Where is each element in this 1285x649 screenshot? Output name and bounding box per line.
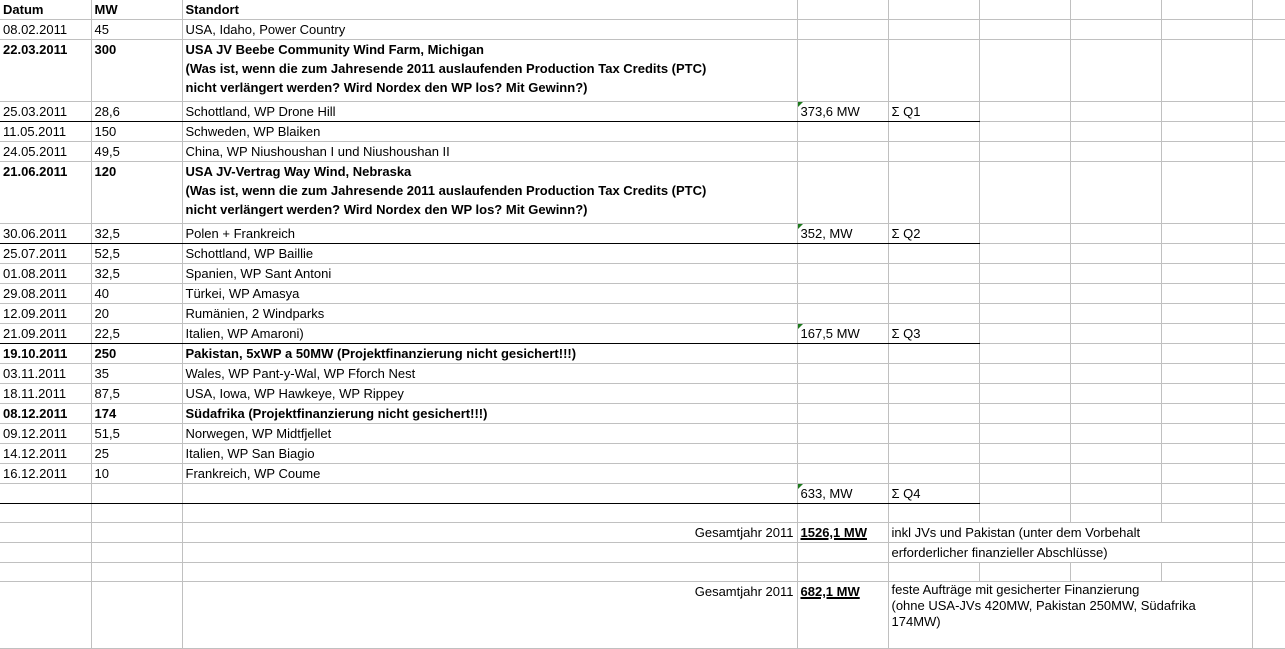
table-row <box>0 424 1285 444</box>
cell[interactable] <box>1161 244 1252 264</box>
empty-row <box>0 504 1285 523</box>
header-date[interactable]: Datum <box>0 0 91 20</box>
cell[interactable] <box>1252 504 1285 523</box>
date-cell[interactable]: 29.08.2011 <box>0 284 91 304</box>
mw-cell[interactable]: 32,5 <box>91 264 182 284</box>
mw-cell[interactable]: 51,5 <box>91 424 182 444</box>
cell[interactable] <box>797 162 888 224</box>
table-row <box>0 224 1285 244</box>
quarter-sum-cell[interactable] <box>797 102 888 122</box>
comment-indicator-icon <box>798 484 803 489</box>
cell[interactable] <box>888 162 979 224</box>
site-line: Wales, WP Pant-y-Wal, WP Fforch Nest <box>185 366 416 381</box>
total-note-line: 174MW) <box>891 614 941 629</box>
cell[interactable] <box>1252 122 1285 142</box>
cell[interactable] <box>979 504 1070 523</box>
cell[interactable] <box>1252 464 1285 484</box>
cell[interactable] <box>1070 424 1161 444</box>
cell[interactable] <box>1070 324 1161 344</box>
cell[interactable] <box>1070 102 1161 122</box>
cell[interactable] <box>888 304 979 324</box>
table-row <box>0 484 1285 504</box>
date-cell[interactable]: 22.03.2011 <box>0 40 91 102</box>
table-row <box>0 102 1285 122</box>
cell[interactable] <box>797 244 888 264</box>
cell[interactable] <box>797 142 888 162</box>
cell[interactable] <box>888 0 979 20</box>
cell[interactable] <box>979 384 1070 404</box>
cell[interactable] <box>888 40 979 102</box>
cell[interactable] <box>979 264 1070 284</box>
cell[interactable] <box>1070 563 1161 582</box>
total-value: 1526,1 MW <box>800 525 867 540</box>
date-cell[interactable]: 19.10.2011 <box>0 344 91 364</box>
quarter-sum: 352, MW <box>800 226 853 241</box>
cell[interactable] <box>888 464 979 484</box>
site-cell[interactable] <box>182 122 797 142</box>
mw-cell[interactable]: 10 <box>91 464 182 484</box>
cell[interactable] <box>0 582 91 649</box>
mw-cell[interactable]: 45 <box>91 20 182 40</box>
date-cell[interactable]: 24.05.2011 <box>0 142 91 162</box>
cell[interactable] <box>797 563 888 582</box>
mw-cell[interactable]: 250 <box>91 344 182 364</box>
cell[interactable] <box>979 284 1070 304</box>
table-row <box>0 264 1285 284</box>
cell[interactable] <box>1161 484 1252 504</box>
cell[interactable] <box>1070 404 1161 424</box>
cell[interactable] <box>1070 20 1161 40</box>
site-cell[interactable] <box>182 142 797 162</box>
cell[interactable] <box>1161 404 1252 424</box>
cell[interactable] <box>1252 284 1285 304</box>
site-line: Südafrika (Projektfinanzierung nicht gesichert!!!) <box>185 406 488 421</box>
cell[interactable] <box>1161 344 1252 364</box>
cell[interactable] <box>797 284 888 304</box>
table-row <box>0 384 1285 404</box>
cell[interactable] <box>979 162 1070 224</box>
mw-cell[interactable]: 28,6 <box>91 102 182 122</box>
cell[interactable] <box>1161 122 1252 142</box>
date-cell[interactable]: 25.07.2011 <box>0 244 91 264</box>
cell[interactable] <box>0 504 91 523</box>
cell[interactable] <box>1161 444 1252 464</box>
site-line: Schweden, WP Blaiken <box>185 124 321 139</box>
total-value-cell[interactable] <box>797 582 888 649</box>
cell[interactable] <box>91 563 182 582</box>
cell[interactable] <box>0 523 91 543</box>
table-row <box>0 444 1285 464</box>
cell[interactable] <box>888 404 979 424</box>
cell[interactable] <box>888 563 979 582</box>
site-cell[interactable] <box>182 224 797 244</box>
total-row <box>0 523 1285 543</box>
date-cell[interactable]: 25.03.2011 <box>0 102 91 122</box>
site-line: USA JV-Vertrag Way Wind, Nebraska <box>185 164 412 179</box>
quarter-label[interactable]: Σ Q2 <box>888 224 979 244</box>
cell[interactable] <box>979 464 1070 484</box>
cell[interactable] <box>797 20 888 40</box>
cell[interactable] <box>1070 464 1161 484</box>
cell[interactable] <box>979 563 1070 582</box>
cell[interactable] <box>797 404 888 424</box>
cell[interactable] <box>1161 504 1252 523</box>
cell[interactable] <box>1252 264 1285 284</box>
mw-cell[interactable]: 150 <box>91 122 182 142</box>
quarter-label[interactable]: Σ Q1 <box>888 102 979 122</box>
cell[interactable] <box>797 40 888 102</box>
site-cell[interactable] <box>182 484 797 504</box>
site-cell[interactable] <box>182 364 797 384</box>
site-line: Pakistan, 5xWP a 50MW (Projektfinanzierung nicht gesichert!!!) <box>185 346 577 361</box>
comment-indicator-icon <box>798 224 803 229</box>
site-line: Türkei, WP Amasya <box>185 286 300 301</box>
cell[interactable] <box>797 0 888 20</box>
cell[interactable] <box>888 20 979 40</box>
cell[interactable] <box>797 504 888 523</box>
site-cell[interactable] <box>182 162 797 224</box>
cell[interactable] <box>1161 304 1252 324</box>
cell[interactable] <box>1252 364 1285 384</box>
cell[interactable] <box>1252 304 1285 324</box>
cell[interactable] <box>1161 324 1252 344</box>
cell[interactable] <box>1252 444 1285 464</box>
table-row <box>0 364 1285 384</box>
cell[interactable] <box>91 582 182 649</box>
cell[interactable] <box>1252 224 1285 244</box>
site-line: USA JV Beebe Community Wind Farm, Michigan <box>185 42 484 57</box>
cell[interactable] <box>979 364 1070 384</box>
site-line: Rumänien, 2 Windparks <box>185 306 325 321</box>
mw-cell[interactable]: 35 <box>91 364 182 384</box>
site-line <box>186 484 794 503</box>
mw-cell[interactable]: 49,5 <box>91 142 182 162</box>
cell[interactable] <box>1070 504 1161 523</box>
date-cell[interactable]: 09.12.2011 <box>0 424 91 444</box>
cell[interactable] <box>979 324 1070 344</box>
cell[interactable] <box>979 304 1070 324</box>
cell[interactable] <box>1252 344 1285 364</box>
date-cell[interactable]: 03.11.2011 <box>0 364 91 384</box>
site-line: Spanien, WP Sant Antoni <box>185 266 332 281</box>
cell[interactable] <box>797 304 888 324</box>
total-label[interactable]: Gesamtjahr 2011 <box>182 523 797 543</box>
table-row <box>0 20 1285 40</box>
table-row <box>0 404 1285 424</box>
date-cell[interactable]: 08.02.2011 <box>0 20 91 40</box>
cell[interactable] <box>888 504 979 523</box>
quarter-label[interactable]: Σ Q3 <box>888 324 979 344</box>
cell[interactable] <box>797 444 888 464</box>
cell[interactable] <box>1161 264 1252 284</box>
quarter-sum-cell[interactable] <box>797 324 888 344</box>
table-row <box>0 162 1285 224</box>
cell[interactable] <box>1161 364 1252 384</box>
site-cell[interactable] <box>182 444 797 464</box>
cell[interactable] <box>182 543 797 563</box>
cell[interactable] <box>1252 40 1285 102</box>
cell[interactable] <box>979 102 1070 122</box>
site-line: China, WP Niushoushan I und Niushoushan II <box>185 144 450 159</box>
cell[interactable] <box>979 244 1070 264</box>
date-cell[interactable]: 21.06.2011 <box>0 162 91 224</box>
comment-indicator-icon <box>798 324 803 329</box>
cell[interactable] <box>1161 424 1252 444</box>
cell[interactable] <box>1252 563 1285 582</box>
cell[interactable] <box>1070 364 1161 384</box>
cell[interactable] <box>1161 40 1252 102</box>
cell[interactable] <box>1252 384 1285 404</box>
site-cell[interactable] <box>182 264 797 284</box>
date-cell[interactable]: 12.09.2011 <box>0 304 91 324</box>
mw-cell[interactable]: 52,5 <box>91 244 182 264</box>
site-line: USA, Idaho, Power Country <box>185 22 346 37</box>
total-note-line: feste Aufträge mit gesicherter Finanzierung <box>891 582 1140 597</box>
total-row-continued <box>0 543 1285 563</box>
date-cell[interactable]: 16.12.2011 <box>0 464 91 484</box>
cell[interactable] <box>1252 484 1285 504</box>
cell[interactable] <box>1252 20 1285 40</box>
site-cell[interactable] <box>182 244 797 264</box>
cell[interactable] <box>1252 582 1285 649</box>
site-cell[interactable] <box>182 284 797 304</box>
cell[interactable] <box>979 0 1070 20</box>
cell[interactable] <box>1161 102 1252 122</box>
cell[interactable] <box>888 264 979 284</box>
cell[interactable] <box>1252 162 1285 224</box>
cell[interactable] <box>1252 244 1285 264</box>
cell[interactable] <box>1252 0 1285 20</box>
cell[interactable] <box>1070 444 1161 464</box>
site-line: Frankreich, WP Coume <box>185 466 321 481</box>
cell[interactable] <box>888 444 979 464</box>
cell[interactable] <box>1161 224 1252 244</box>
cell[interactable] <box>1070 224 1161 244</box>
quarter-sum-cell[interactable] <box>797 224 888 244</box>
cell[interactable] <box>979 444 1070 464</box>
cell[interactable] <box>1252 404 1285 424</box>
cell[interactable] <box>182 563 797 582</box>
date-cell[interactable]: 14.12.2011 <box>0 444 91 464</box>
quarter-sum: 167,5 MW <box>800 326 860 341</box>
cell[interactable] <box>797 384 888 404</box>
cell[interactable] <box>979 122 1070 142</box>
site-cell[interactable] <box>182 404 797 424</box>
total-label[interactable]: Gesamtjahr 2011 <box>182 582 797 649</box>
cell[interactable] <box>1070 40 1161 102</box>
site-cell[interactable] <box>182 20 797 40</box>
total-value-cell[interactable] <box>797 523 888 543</box>
cell[interactable] <box>979 142 1070 162</box>
site-cell[interactable] <box>182 324 797 344</box>
cell[interactable] <box>979 40 1070 102</box>
cell[interactable] <box>1070 344 1161 364</box>
date-cell[interactable]: 11.05.2011 <box>0 122 91 142</box>
cell[interactable] <box>888 344 979 364</box>
site-cell[interactable] <box>182 40 797 102</box>
date-cell[interactable] <box>0 484 91 504</box>
table-row <box>0 324 1285 344</box>
cell[interactable] <box>888 424 979 444</box>
cell[interactable] <box>1252 424 1285 444</box>
quarter-label[interactable]: Σ Q4 <box>888 484 979 504</box>
cell[interactable] <box>91 523 182 543</box>
date-cell[interactable]: 08.12.2011 <box>0 404 91 424</box>
cell[interactable] <box>979 20 1070 40</box>
site-line: USA, Iowa, WP Hawkeye, WP Rippey <box>185 386 404 401</box>
quarter-sum: 373,6 MW <box>800 104 860 119</box>
cell[interactable] <box>797 364 888 384</box>
cell[interactable] <box>182 504 797 523</box>
mw-cell[interactable]: 25 <box>91 444 182 464</box>
cell[interactable] <box>888 364 979 384</box>
cell[interactable] <box>1161 142 1252 162</box>
cell[interactable] <box>797 344 888 364</box>
cell[interactable] <box>797 543 888 563</box>
table-row <box>0 464 1285 484</box>
cell[interactable] <box>1070 0 1161 20</box>
site-line: Schottland, WP Baillie <box>185 246 314 261</box>
table-row <box>0 122 1285 142</box>
cell[interactable] <box>1070 244 1161 264</box>
header-site[interactable]: Standort <box>182 0 797 20</box>
table-row <box>0 284 1285 304</box>
total-note-cell[interactable] <box>888 582 1252 649</box>
site-cell[interactable] <box>182 424 797 444</box>
cell[interactable] <box>91 504 182 523</box>
site-line: nicht verlängert werden? Wird Nordex den WP los? Mit Gewinn?) <box>185 80 588 95</box>
cell[interactable] <box>979 484 1070 504</box>
cell[interactable] <box>1070 304 1161 324</box>
cell[interactable] <box>979 424 1070 444</box>
date-cell[interactable]: 21.09.2011 <box>0 324 91 344</box>
mw-cell[interactable]: 40 <box>91 284 182 304</box>
cell[interactable] <box>91 543 182 563</box>
cell[interactable] <box>979 224 1070 244</box>
total-value: 682,1 MW <box>800 584 860 599</box>
mw-cell[interactable]: 20 <box>91 304 182 324</box>
mw-cell[interactable]: 174 <box>91 404 182 424</box>
cell[interactable] <box>1252 523 1285 543</box>
date-cell[interactable]: 30.06.2011 <box>0 224 91 244</box>
cell[interactable] <box>797 424 888 444</box>
header-row <box>0 0 1285 20</box>
cell[interactable] <box>979 404 1070 424</box>
total-note-line: (ohne USA-JVs 420MW, Pakistan 250MW, Südafrika <box>891 598 1196 613</box>
cell[interactable] <box>797 264 888 284</box>
cell[interactable] <box>1161 384 1252 404</box>
table-row <box>0 142 1285 162</box>
cell[interactable] <box>1070 162 1161 224</box>
site-line: Italien, WP San Biagio <box>185 446 315 461</box>
site-line: Schottland, WP Drone Hill <box>185 104 336 119</box>
cell[interactable] <box>1161 284 1252 304</box>
table-row <box>0 344 1285 364</box>
site-cell[interactable] <box>182 384 797 404</box>
cell[interactable] <box>797 122 888 142</box>
comment-indicator-icon <box>798 102 803 107</box>
cell[interactable] <box>797 464 888 484</box>
cell[interactable] <box>979 344 1070 364</box>
cell[interactable] <box>1070 484 1161 504</box>
cell[interactable] <box>888 384 979 404</box>
cell[interactable] <box>1252 102 1285 122</box>
site-cell[interactable] <box>182 344 797 364</box>
quarter-sum: 633, MW <box>800 486 853 501</box>
site-cell[interactable] <box>182 102 797 122</box>
cell[interactable] <box>1161 464 1252 484</box>
cell[interactable] <box>1161 0 1252 20</box>
table-row <box>0 40 1285 102</box>
quarter-sum-cell[interactable] <box>797 484 888 504</box>
cell[interactable] <box>1070 264 1161 284</box>
table-row <box>0 244 1285 264</box>
header-mw[interactable]: MW <box>91 0 182 20</box>
cell[interactable] <box>1070 384 1161 404</box>
site-line: Polen + Frankreich <box>185 226 295 241</box>
site-line: Norwegen, WP Midtfjellet <box>185 426 332 441</box>
site-line: (Was ist, wenn die zum Jahresende 2011 auslaufenden Production Tax Credits (PTC) <box>185 61 707 76</box>
cell[interactable] <box>1070 142 1161 162</box>
cell[interactable] <box>0 563 91 582</box>
cell[interactable] <box>1252 543 1285 563</box>
cell[interactable] <box>888 142 979 162</box>
total-row <box>0 582 1285 649</box>
total-note[interactable]: erforderlicher finanzieller Abschlüsse) <box>888 543 1252 563</box>
date-cell[interactable]: 18.11.2011 <box>0 384 91 404</box>
total-note[interactable]: inkl JVs und Pakistan (unter dem Vorbehalt <box>888 523 1252 543</box>
cell[interactable] <box>888 244 979 264</box>
mw-cell[interactable]: 32,5 <box>91 224 182 244</box>
cell[interactable] <box>1252 142 1285 162</box>
mw-cell[interactable] <box>91 484 182 504</box>
table-row <box>0 304 1285 324</box>
mw-cell[interactable]: 87,5 <box>91 384 182 404</box>
cell[interactable] <box>1161 162 1252 224</box>
cell[interactable] <box>1070 284 1161 304</box>
mw-cell[interactable]: 120 <box>91 162 182 224</box>
cell[interactable] <box>1161 563 1252 582</box>
cell[interactable] <box>888 284 979 304</box>
date-cell[interactable]: 01.08.2011 <box>0 264 91 284</box>
site-line: nicht verlängert werden? Wird Nordex den WP los? Mit Gewinn?) <box>185 202 588 217</box>
cell[interactable] <box>1070 122 1161 142</box>
site-cell[interactable] <box>182 464 797 484</box>
cell[interactable] <box>0 543 91 563</box>
site-line: (Was ist, wenn die zum Jahresende 2011 auslaufenden Production Tax Credits (PTC) <box>185 183 707 198</box>
site-line: Italien, WP Amaroni) <box>185 326 304 341</box>
cell[interactable] <box>888 122 979 142</box>
cell[interactable] <box>1252 324 1285 344</box>
cell[interactable] <box>1161 20 1252 40</box>
empty-row <box>0 563 1285 582</box>
site-cell[interactable] <box>182 304 797 324</box>
mw-cell[interactable]: 22,5 <box>91 324 182 344</box>
mw-cell[interactable]: 300 <box>91 40 182 102</box>
